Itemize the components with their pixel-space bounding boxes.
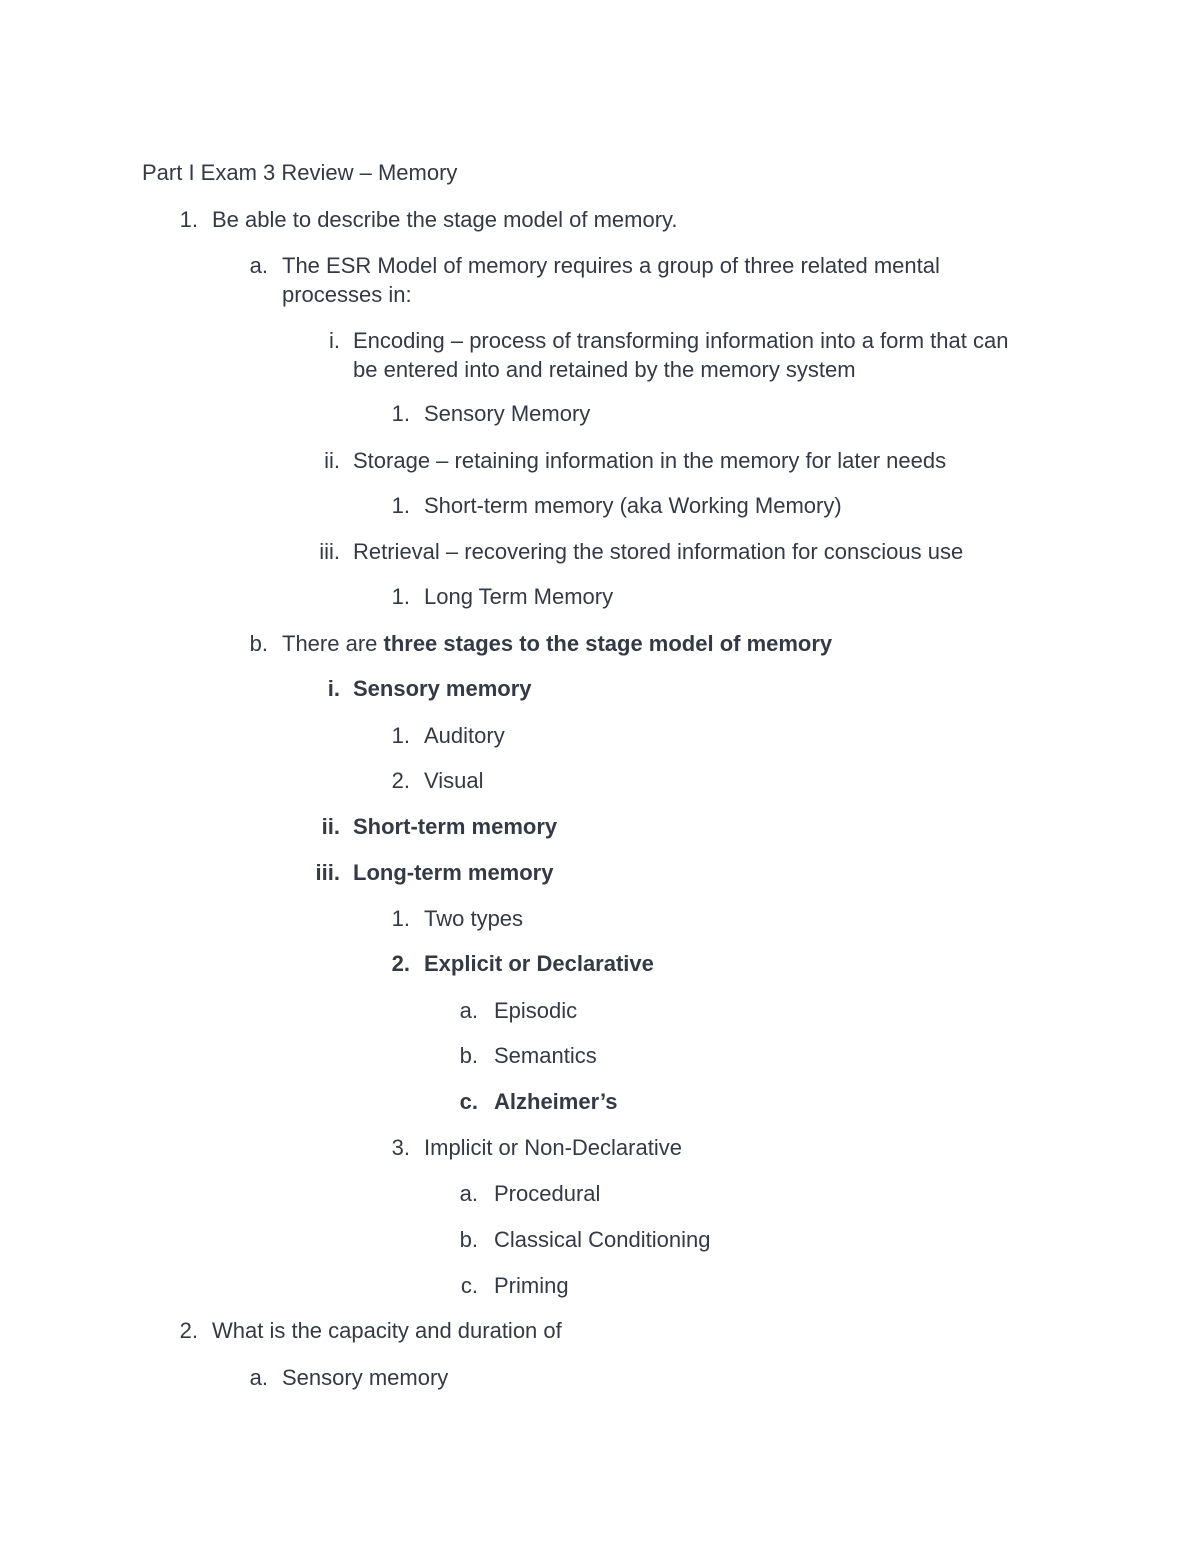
list-item-text: Encoding – process of transforming information into a form that can [353, 328, 1009, 353]
list-item-text: Classical Conditioning [494, 1227, 711, 1252]
list-marker: i. [329, 328, 340, 353]
list-marker: a. [459, 998, 478, 1023]
list-marker: c. [459, 1089, 478, 1114]
list-item-text: Long Term Memory [424, 584, 614, 609]
list-item-text: Two types [424, 906, 524, 931]
list-item-text-plain: There are [282, 631, 384, 656]
list-item-text: Implicit or Non-Declarative [424, 1135, 682, 1160]
list-marker: a. [249, 253, 268, 278]
list-marker: 1. [391, 401, 410, 426]
list-item-text-bold: three stages to the stage model of memory [383, 631, 833, 656]
list-item-text: Sensory memory [282, 1365, 449, 1390]
list-item-text: Visual [424, 768, 484, 793]
list-marker: 2. [179, 1318, 198, 1343]
list-item-text: Episodic [494, 998, 578, 1023]
list-item-text: Semantics [494, 1043, 597, 1068]
list-marker: a. [249, 1365, 268, 1390]
list-marker: 2. [391, 951, 410, 976]
list-item-text: Retrieval – recovering the stored information for conscious use [353, 539, 964, 564]
list-marker: iii. [315, 860, 340, 885]
list-marker: c. [460, 1273, 478, 1298]
page-title: Part I Exam 3 Review – Memory [142, 160, 458, 185]
list-item-text-continued: be entered into and retained by the memory system [353, 357, 856, 382]
list-item-text [282, 629, 832, 658]
list-item-text: Short-term memory [353, 814, 558, 839]
list-marker: iii. [319, 539, 340, 564]
list-item-text: Be able to describe the stage model of memory. [212, 207, 678, 232]
list-item-text: Procedural [494, 1181, 601, 1206]
list-marker: a. [459, 1181, 478, 1206]
list-marker: 1. [391, 723, 410, 748]
list-marker: b. [459, 1043, 478, 1068]
list-marker: 1. [391, 493, 410, 518]
list-marker: 1. [179, 207, 198, 232]
list-item-text-continued: processes in: [282, 282, 412, 307]
list-marker: ii. [324, 448, 340, 473]
list-item-text: Explicit or Declarative [424, 951, 654, 976]
list-marker: 1. [391, 584, 410, 609]
list-item-text: What is the capacity and duration of [212, 1318, 562, 1343]
list-item-text: Storage – retaining information in the memory for later needs [353, 448, 947, 473]
list-marker: i. [327, 676, 340, 701]
list-item-text: The ESR Model of memory requires a group of three related mental [282, 253, 940, 278]
list-marker: b. [249, 631, 268, 656]
list-marker: 3. [391, 1135, 410, 1160]
list-item-text: Sensory Memory [424, 401, 591, 426]
list-marker: ii. [321, 814, 340, 839]
list-marker: 2. [391, 768, 410, 793]
list-item-text: Sensory memory [353, 676, 532, 701]
list-item-text: Priming [494, 1273, 569, 1298]
list-marker: 1. [391, 906, 410, 931]
list-item-text: Alzheimer’s [494, 1089, 618, 1114]
list-marker: b. [459, 1227, 478, 1252]
list-item-text: Long-term memory [353, 860, 554, 885]
list-item-text: Short-term memory (aka Working Memory) [424, 493, 842, 518]
list-item-text: Auditory [424, 723, 505, 748]
